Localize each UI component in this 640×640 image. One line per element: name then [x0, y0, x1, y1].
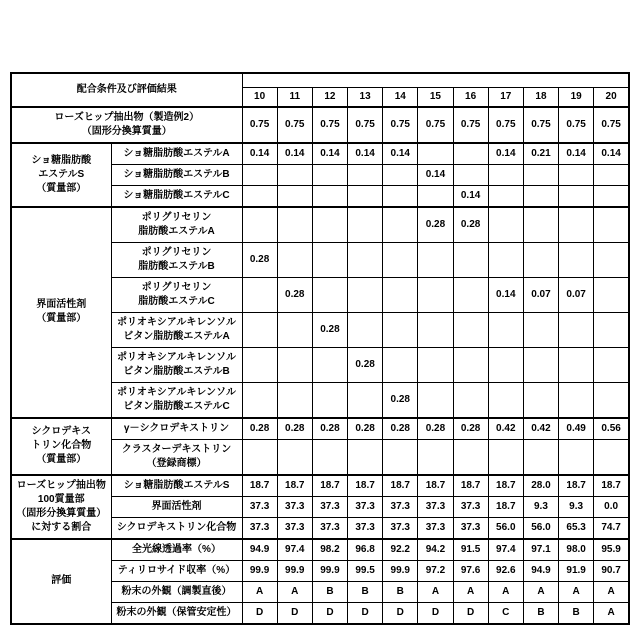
row-label: [111, 581, 242, 602]
data-cell: 0.75: [453, 107, 488, 143]
data-cell: [488, 164, 523, 185]
data-cell: [348, 164, 383, 185]
data-cell: [348, 382, 383, 418]
group-label-ratio-per-100-parts-extract: [11, 475, 111, 539]
data-cell: [383, 185, 418, 207]
data-cell: 0.75: [418, 107, 453, 143]
data-cell: 94.9: [523, 560, 558, 581]
data-cell: 0.14: [453, 185, 488, 207]
table-header-spacer: [242, 73, 629, 87]
data-cell: C: [488, 602, 523, 624]
data-cell: 37.3: [277, 517, 312, 539]
row-label: [111, 185, 242, 207]
data-cell: [453, 312, 488, 347]
data-cell: [418, 312, 453, 347]
data-cell: [348, 439, 383, 475]
data-cell: 96.8: [348, 539, 383, 561]
label-line: シクロデキストリン化合物: [116, 521, 237, 533]
data-cell: [312, 242, 347, 277]
label-line: 脂肪酸エステルB: [138, 260, 215, 272]
data-cell: [488, 382, 523, 418]
data-cell: 0.14: [418, 164, 453, 185]
data-cell: 37.3: [242, 517, 277, 539]
label-line: ショ糖脂肪酸エステルA: [123, 147, 230, 159]
data-cell: [594, 207, 629, 243]
data-cell: 18.7: [348, 475, 383, 497]
data-cell: [277, 207, 312, 243]
formulation-table: [10, 72, 630, 625]
data-cell: A: [559, 581, 594, 602]
data-cell: [488, 312, 523, 347]
data-cell: [559, 185, 594, 207]
data-cell: [277, 439, 312, 475]
data-cell: 0.28: [277, 418, 312, 440]
label-line: （質量部）: [36, 313, 87, 324]
label-line: 脂肪酸エステルC: [138, 295, 215, 307]
data-cell: [453, 143, 488, 165]
data-cell: 94.2: [418, 539, 453, 561]
data-cell: [488, 347, 523, 382]
data-cell: [242, 347, 277, 382]
data-cell: [559, 164, 594, 185]
data-cell: 37.3: [383, 517, 418, 539]
label-line: ポリオキシアルキレンソル: [116, 386, 237, 398]
row-label: [111, 164, 242, 185]
table-row-cyclodextrin-compound-0: [11, 418, 629, 440]
data-cell: [418, 439, 453, 475]
data-cell: 0.28: [453, 418, 488, 440]
label-line: ポリグリセリン: [141, 281, 212, 293]
data-cell: 0.28: [348, 347, 383, 382]
data-cell: [242, 185, 277, 207]
data-cell: [559, 347, 594, 382]
data-cell: [348, 185, 383, 207]
data-cell: 9.3: [559, 496, 594, 517]
data-cell: [453, 439, 488, 475]
data-cell: [277, 242, 312, 277]
data-cell: 18.7: [488, 496, 523, 517]
label-line: エステルS: [38, 168, 85, 180]
label-line: ビタン脂肪酸エステルB: [123, 365, 230, 377]
data-cell: A: [523, 581, 558, 602]
data-cell: [523, 164, 558, 185]
data-cell: A: [242, 581, 277, 602]
data-cell: 0.14: [594, 143, 629, 165]
label-line: ビタン脂肪酸エステルC: [123, 400, 230, 412]
data-cell: 37.3: [453, 517, 488, 539]
data-cell: [523, 185, 558, 207]
data-cell: 0.21: [523, 143, 558, 165]
data-cell: [523, 347, 558, 382]
data-cell: [277, 382, 312, 418]
label-line: ポリグリセリン: [141, 246, 212, 258]
data-cell: [594, 277, 629, 312]
label-line: 粉末の外観（保管安定性）: [116, 606, 237, 618]
data-cell: [312, 347, 347, 382]
data-cell: 0.14: [559, 143, 594, 165]
data-cell: 0.28: [242, 242, 277, 277]
label-line: 粉末の外観（調製直後）: [121, 585, 232, 597]
data-cell: [488, 207, 523, 243]
data-cell: [594, 312, 629, 347]
label-line: 脂肪酸エステルA: [138, 225, 215, 237]
data-cell: 99.9: [277, 560, 312, 581]
data-cell: 0.07: [523, 277, 558, 312]
data-cell: 18.7: [418, 475, 453, 497]
data-cell: 90.7: [594, 560, 629, 581]
data-cell: D: [277, 602, 312, 624]
data-cell: [312, 382, 347, 418]
data-cell: 0.0: [594, 496, 629, 517]
data-cell: 0.14: [488, 143, 523, 165]
label-line: ポリオキシアルキレンソル: [116, 316, 237, 328]
label-line: 全光線透過率（%）: [132, 543, 221, 555]
data-cell: 98.0: [559, 539, 594, 561]
data-cell: [277, 164, 312, 185]
data-cell: 0.28: [453, 207, 488, 243]
label-line: ローズヒップ抽出物（製造例2）: [54, 111, 200, 123]
data-cell: [418, 185, 453, 207]
label-line: シクロデキス: [31, 426, 92, 437]
data-cell: [242, 277, 277, 312]
data-cell: [559, 242, 594, 277]
data-cell: A: [277, 581, 312, 602]
data-cell: [559, 312, 594, 347]
data-cell: 98.2: [312, 539, 347, 561]
data-cell: 37.3: [312, 496, 347, 517]
data-cell: [418, 347, 453, 382]
label-line: ポリグリセリン: [141, 211, 212, 223]
data-cell: 0.14: [383, 143, 418, 165]
column-header-13: 13: [348, 87, 383, 107]
table-row-surfactant-0: [11, 207, 629, 243]
data-cell: [383, 207, 418, 243]
table-row-rosehip-extract-0: [11, 107, 629, 143]
data-cell: [242, 382, 277, 418]
data-cell: 0.28: [312, 418, 347, 440]
row-label: [111, 439, 242, 475]
data-cell: 97.4: [488, 539, 523, 561]
data-cell: D: [383, 602, 418, 624]
data-cell: 65.3: [559, 517, 594, 539]
data-cell: [559, 439, 594, 475]
row-label: [111, 496, 242, 517]
data-cell: 0.75: [594, 107, 629, 143]
data-cell: [383, 277, 418, 312]
data-cell: 0.07: [559, 277, 594, 312]
table-corner-header: 配合条件及び評価結果: [11, 73, 242, 107]
label-line: ショ糖脂肪酸: [31, 154, 92, 166]
data-cell: 0.28: [242, 418, 277, 440]
data-cell: 0.49: [559, 418, 594, 440]
data-cell: [312, 277, 347, 312]
data-cell: D: [242, 602, 277, 624]
data-cell: [594, 382, 629, 418]
data-cell: [348, 207, 383, 243]
data-cell: [348, 277, 383, 312]
label-line: ショ糖脂肪酸エステルB: [123, 168, 230, 180]
data-cell: [383, 439, 418, 475]
label-line: （登録商標）: [146, 457, 207, 469]
label-line: （固形分換算質量）: [16, 507, 107, 519]
data-cell: [453, 277, 488, 312]
column-header-10: 10: [242, 87, 277, 107]
data-cell: [559, 207, 594, 243]
data-cell: 37.3: [312, 517, 347, 539]
data-cell: A: [488, 581, 523, 602]
data-cell: 97.4: [277, 539, 312, 561]
data-cell: D: [453, 602, 488, 624]
data-cell: 37.3: [348, 496, 383, 517]
data-cell: A: [594, 602, 629, 624]
data-cell: 92.2: [383, 539, 418, 561]
data-cell: [523, 242, 558, 277]
data-cell: [242, 207, 277, 243]
data-cell: 0.42: [488, 418, 523, 440]
column-header-11: 11: [277, 87, 312, 107]
data-cell: 0.14: [312, 143, 347, 165]
data-cell: 92.6: [488, 560, 523, 581]
data-cell: [453, 242, 488, 277]
row-label: [111, 382, 242, 418]
data-cell: [523, 382, 558, 418]
row-label: [111, 207, 242, 243]
data-cell: [348, 242, 383, 277]
group-label-surfactant: [11, 207, 111, 418]
column-header-17: 17: [488, 87, 523, 107]
column-header-18: 18: [523, 87, 558, 107]
data-cell: B: [523, 602, 558, 624]
data-cell: 99.9: [242, 560, 277, 581]
label-line: ポリオキシアルキレンソル: [116, 351, 237, 363]
row-label: [111, 475, 242, 497]
data-cell: 37.3: [453, 496, 488, 517]
data-cell: A: [453, 581, 488, 602]
data-cell: [418, 143, 453, 165]
data-cell: 74.7: [594, 517, 629, 539]
data-cell: 0.75: [277, 107, 312, 143]
data-cell: [559, 382, 594, 418]
data-cell: [453, 347, 488, 382]
data-cell: 0.14: [348, 143, 383, 165]
data-cell: [523, 207, 558, 243]
data-cell: 91.9: [559, 560, 594, 581]
data-cell: 56.0: [488, 517, 523, 539]
data-cell: 0.28: [418, 418, 453, 440]
data-cell: [594, 439, 629, 475]
table-row-evaluation-0: [11, 539, 629, 561]
data-cell: 0.14: [277, 143, 312, 165]
data-cell: [242, 164, 277, 185]
data-cell: 0.28: [418, 207, 453, 243]
data-cell: D: [418, 602, 453, 624]
row-label: [111, 347, 242, 382]
data-cell: [453, 382, 488, 418]
data-cell: [453, 164, 488, 185]
data-cell: 0.28: [312, 312, 347, 347]
column-header-20: 20: [594, 87, 629, 107]
data-cell: 37.3: [418, 496, 453, 517]
data-cell: [277, 347, 312, 382]
label-line: ビタン脂肪酸エステルA: [123, 330, 230, 342]
data-cell: [488, 185, 523, 207]
data-cell: B: [383, 581, 418, 602]
column-header-12: 12: [312, 87, 347, 107]
data-cell: 18.7: [559, 475, 594, 497]
label-line: ローズヒップ抽出物: [16, 479, 106, 491]
group-label-evaluation: [11, 539, 111, 624]
label-line: ショ糖脂肪酸エステルS: [123, 479, 230, 491]
data-cell: [277, 185, 312, 207]
data-cell: 18.7: [242, 475, 277, 497]
data-cell: [383, 312, 418, 347]
data-cell: [348, 312, 383, 347]
data-cell: 0.28: [383, 382, 418, 418]
data-cell: 18.7: [383, 475, 418, 497]
data-cell: 0.28: [277, 277, 312, 312]
data-cell: [312, 207, 347, 243]
data-cell: 91.5: [453, 539, 488, 561]
data-cell: 37.3: [418, 517, 453, 539]
row-label: [111, 242, 242, 277]
data-cell: 0.75: [312, 107, 347, 143]
data-cell: 0.75: [383, 107, 418, 143]
data-cell: 18.7: [488, 475, 523, 497]
row-label: [111, 602, 242, 624]
row-label: [111, 143, 242, 165]
label-line: に対する割合: [31, 521, 92, 533]
data-cell: 18.7: [312, 475, 347, 497]
data-cell: 18.7: [277, 475, 312, 497]
data-cell: D: [312, 602, 347, 624]
data-cell: [242, 439, 277, 475]
data-cell: 99.5: [348, 560, 383, 581]
data-cell: 0.75: [488, 107, 523, 143]
data-cell: 0.56: [594, 418, 629, 440]
data-cell: 37.3: [277, 496, 312, 517]
data-cell: 97.6: [453, 560, 488, 581]
data-cell: B: [312, 581, 347, 602]
data-cell: A: [594, 581, 629, 602]
data-cell: B: [559, 602, 594, 624]
label-line: クラスターデキストリン: [121, 443, 232, 455]
data-cell: 0.14: [488, 277, 523, 312]
row-label: [111, 277, 242, 312]
data-cell: 0.75: [348, 107, 383, 143]
label-line: 界面活性剤: [151, 500, 202, 512]
data-cell: A: [418, 581, 453, 602]
label-line: ショ糖脂肪酸エステルC: [123, 189, 230, 201]
data-cell: D: [348, 602, 383, 624]
data-cell: [523, 439, 558, 475]
data-cell: 95.9: [594, 539, 629, 561]
data-cell: 0.75: [523, 107, 558, 143]
label-line: 100質量部: [37, 493, 85, 505]
data-cell: 37.3: [242, 496, 277, 517]
data-cell: [383, 164, 418, 185]
data-cell: 99.9: [312, 560, 347, 581]
column-header-14: 14: [383, 87, 418, 107]
data-cell: [312, 185, 347, 207]
data-cell: [383, 242, 418, 277]
data-cell: 94.9: [242, 539, 277, 561]
data-cell: 0.14: [242, 143, 277, 165]
formulation-table-body: [11, 73, 629, 624]
label-line: 評価: [51, 575, 72, 586]
row-label: [111, 312, 242, 347]
data-cell: 18.7: [453, 475, 488, 497]
data-cell: [488, 242, 523, 277]
label-line: （質量部）: [36, 182, 87, 194]
data-cell: 37.3: [383, 496, 418, 517]
data-cell: 0.75: [559, 107, 594, 143]
row-label: [111, 418, 242, 440]
data-cell: [312, 439, 347, 475]
data-cell: 97.1: [523, 539, 558, 561]
data-cell: 9.3: [523, 496, 558, 517]
row-label: [111, 560, 242, 581]
label-line: 界面活性剤: [36, 299, 87, 310]
header-row-top: [11, 73, 629, 87]
group-label-sucrose-fatty-acid-ester: [11, 143, 111, 207]
table-row-ratio-per-100-parts-extract-0: [11, 475, 629, 497]
data-cell: [277, 312, 312, 347]
row-label: [111, 517, 242, 539]
data-cell: 28.0: [523, 475, 558, 497]
data-cell: [594, 347, 629, 382]
column-header-16: 16: [453, 87, 488, 107]
column-header-15: 15: [418, 87, 453, 107]
data-cell: 0.28: [383, 418, 418, 440]
data-cell: [383, 347, 418, 382]
data-cell: 97.2: [418, 560, 453, 581]
data-cell: [418, 242, 453, 277]
table-row-sucrose-fatty-acid-ester-0: [11, 143, 629, 165]
data-cell: 18.7: [594, 475, 629, 497]
data-cell: [523, 312, 558, 347]
data-cell: [594, 185, 629, 207]
label-line: γ－シクロデキストリン: [123, 422, 230, 434]
data-cell: 37.3: [348, 517, 383, 539]
data-cell: [594, 164, 629, 185]
data-cell: [312, 164, 347, 185]
label-line: （質量部）: [36, 454, 87, 465]
data-cell: [418, 277, 453, 312]
data-cell: 99.9: [383, 560, 418, 581]
data-cell: 0.42: [523, 418, 558, 440]
data-cell: [594, 242, 629, 277]
column-header-19: 19: [559, 87, 594, 107]
row-label: [111, 539, 242, 561]
label-line: （固形分換算質量）: [81, 125, 172, 137]
data-cell: [488, 439, 523, 475]
data-cell: 0.28: [348, 418, 383, 440]
group-label-cyclodextrin-compound: [11, 418, 111, 475]
data-cell: 56.0: [523, 517, 558, 539]
row-label: [11, 107, 242, 143]
data-cell: [242, 312, 277, 347]
label-line: トリン化合物: [31, 440, 92, 451]
data-cell: [418, 382, 453, 418]
data-cell: B: [348, 581, 383, 602]
data-cell: 0.75: [242, 107, 277, 143]
label-line: ティリロサイド収率（%）: [117, 564, 236, 576]
